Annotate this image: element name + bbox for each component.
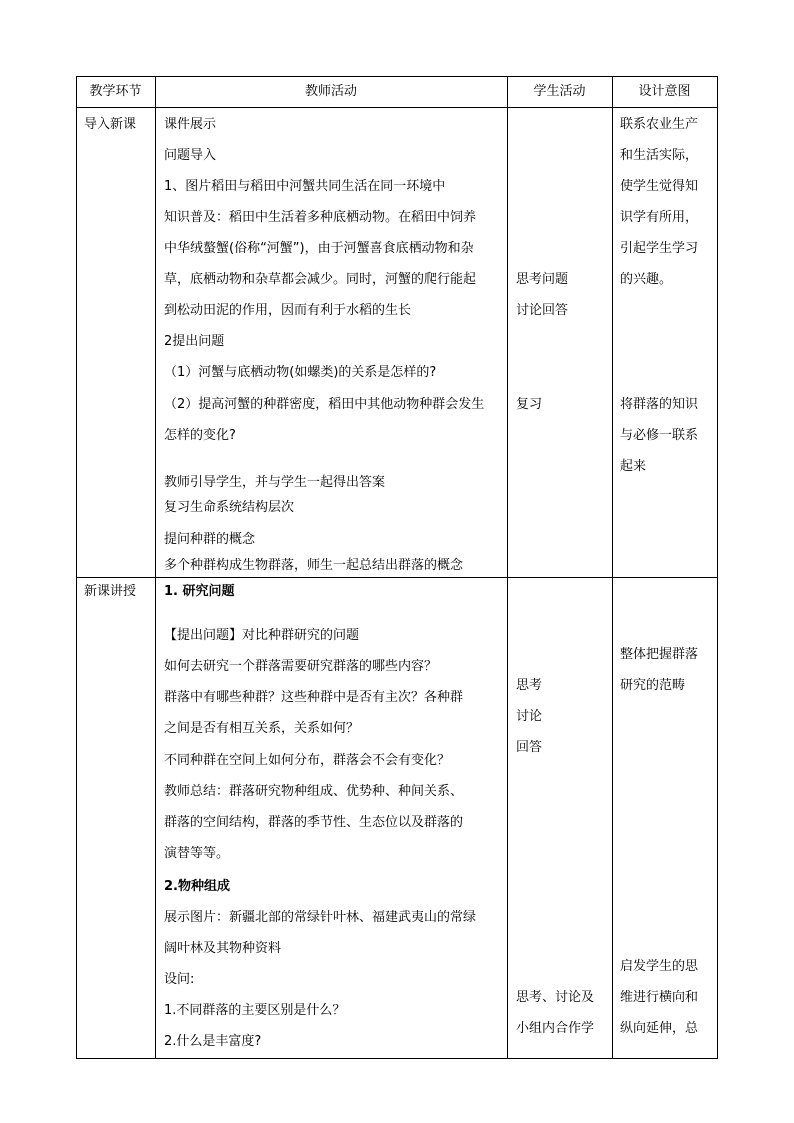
student-line: 讨论回答 [516,303,569,318]
student-line: 思考、讨论及 [516,990,595,1005]
student-line: 思考 [516,678,543,693]
intent-line: 纵向延伸，总 [620,1021,699,1036]
teacher-line: （1）河蟹与底栖动物(如螺类)的关系是怎样的? [164,365,437,380]
header-teacher-activity: 教师活动 [304,84,357,99]
intent-line: 启发学生的思 [620,959,699,974]
table-divider-2 [507,76,508,1059]
teacher-line: 设问: [164,972,195,987]
stage-label: 导入新课 [84,117,137,132]
student-line: 讨论 [516,709,543,724]
teacher-line: 教师总结：群落研究物种组成、优势种、种间关系、 [164,784,464,799]
student-line: 复习 [516,397,543,412]
intent-line: 和生活实际， [620,148,699,163]
section-heading: 1. 研究问题 [164,584,235,599]
teacher-line: 之间是否有相互关系，关系如何？ [164,721,360,736]
intent-line: 将群落的知识 [620,397,699,412]
table-border-top [76,76,718,77]
intent-line: 使学生觉得知 [620,179,699,194]
table-divider-1 [155,76,156,1059]
teacher-line: 【提出问题】对比种群研究的问题 [164,628,360,643]
teacher-line: 如何去研究一个群落需要研究群落的哪些内容？ [164,659,438,674]
intent-line: 联系农业生产 [620,117,699,132]
teacher-line: 问题导入 [164,148,217,163]
stage-label: 新课讲授 [84,584,137,599]
teacher-line: （2）提高河蟹的种群密度，稻田中其他动物种群会发生 [164,397,485,412]
header-student-activity: 学生活动 [533,84,586,99]
intent-line: 维进行横向和 [620,990,699,1005]
intent-line: 整体把握群落 [620,647,699,662]
teacher-line: 多个种群构成生物群落，师生一起总结出群落的概念 [164,558,464,573]
student-line: 小组内合作学 [516,1021,595,1036]
teacher-line: 群落中有哪些种群？这些种群中是否有主次？各种群 [164,690,464,705]
row-1-bottom [76,577,718,578]
intent-line: 的兴趣。 [620,272,673,287]
intent-line: 起来 [620,459,647,474]
teacher-line: 课件展示 [164,117,217,132]
teacher-line: 教师引导学生，并与学生一起得出答案 [164,475,386,490]
teacher-line: 1.不同群落的主要区别是什么？ [164,1003,346,1018]
table-border-right [717,76,718,1059]
teacher-line: 怎样的变化? [164,428,236,443]
header-row-bottom [76,107,718,108]
teacher-line: 草，底栖动物和杂草都会减少。同时，河蟹的爬行能起 [164,272,477,287]
student-line: 思考问题 [516,272,569,287]
teacher-line: 1、图片稻田与稻田中河蟹共同生活在同一环境中 [164,179,446,194]
teacher-line: 群落的空间结构，群落的季节性、生态位以及群落的 [164,815,464,830]
teacher-line: 中华绒螯蟹(俗称“河蟹”)，由于河蟹喜食底栖动物和杂 [164,241,474,256]
teacher-line: 提问种群的概念 [164,532,256,547]
teacher-line: 阔叶林及其物种资料 [164,941,282,956]
teacher-line: 知识普及：稻田中生活着多种底栖动物。在稻田中饲养 [164,210,477,225]
teacher-line: 复习生命系统结构层次 [164,500,295,515]
table-divider-3 [612,76,613,1059]
header-design-intent: 设计意图 [638,84,691,99]
teacher-line: 2.什么是丰富度? [164,1034,262,1049]
section-heading: 2.物种组成 [164,879,230,894]
header-stage: 教学环节 [89,84,142,99]
teacher-line: 展示图片：新疆北部的常绿针叶林、福建武夷山的常绿 [164,910,477,925]
intent-line: 识学有所用， [620,210,699,225]
teacher-line: 演替等等。 [164,846,230,861]
intent-line: 引起学生学习 [620,241,699,256]
intent-line: 与必修一联系 [620,428,699,443]
teacher-line: 到松动田泥的作用，因而有利于水稻的生长 [164,303,412,318]
student-line: 回答 [516,740,543,755]
teacher-line: 不同种群在空间上如何分布，群落会不会有变化？ [164,753,451,768]
teacher-line: 2提出问题 [164,334,225,349]
table-border-bottom [76,1058,718,1059]
table-border-left [76,76,77,1059]
intent-line: 研究的范畴 [620,678,686,693]
